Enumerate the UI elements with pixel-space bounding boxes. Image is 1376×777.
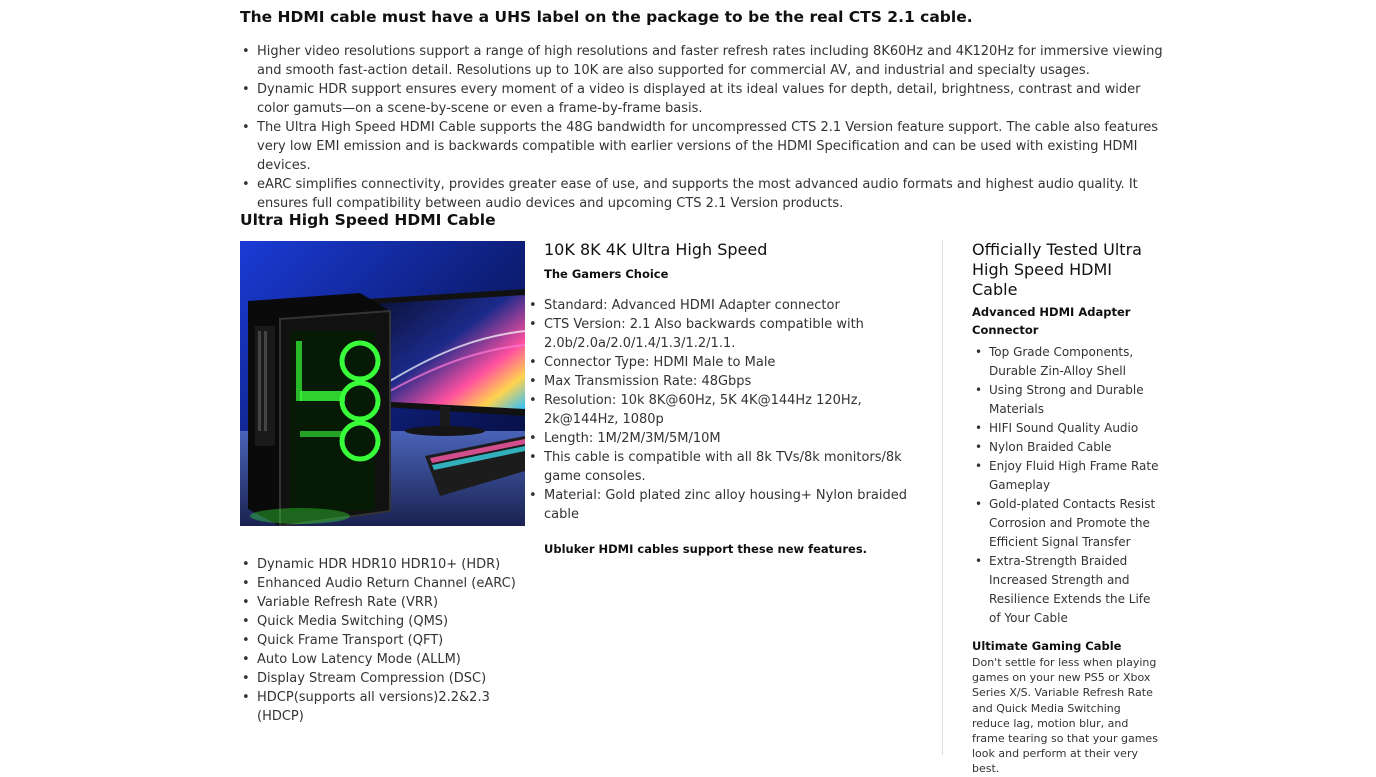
spec-item: • Max Transmission Rate: 48Gbps bbox=[544, 372, 924, 391]
product-photo bbox=[240, 241, 525, 526]
intro-bullet: • The Ultra High Speed HDMI Cable supports the 48G bandwidth for uncompressed CTS 2.1 Version feature support. The cable also features very low EMI emission and is backwards compatible with earlier versions of the HDMI Specification and can be used with existing HDMI devices. bbox=[240, 118, 1165, 175]
column-divider bbox=[942, 240, 943, 755]
intro-bullet: • Dynamic HDR support ensures every moment of a video is displayed at its ideal values for depth, detail, brightness, contrast and wider color gamuts—on a scene-by-scene or even a frame-by-frame basis. bbox=[240, 80, 1165, 118]
spec-item: • Material: Gold plated zinc alloy housing+ Nylon braided cable bbox=[544, 486, 924, 524]
spec-item: • Standard: Advanced HDMI Adapter connector bbox=[544, 296, 924, 315]
page-headline: The HDMI cable must have a UHS label on the package to be the real CTS 2.1 cable. bbox=[240, 8, 973, 26]
right-item: • Enjoy Fluid High Frame Rate Gameplay bbox=[972, 457, 1162, 495]
right-item: • Gold-plated Contacts Resist Corrosion and Promote the Efficient Signal Transfer bbox=[972, 495, 1162, 552]
monitor-screen bbox=[373, 295, 525, 409]
intro-bullet: • eARC simplifies connectivity, provides greater ease of use, and supports the most advanced audio formats and highest audio quality. It ensures full compatibility between audio devices and upcoming CTS 2.1 Version products. bbox=[240, 175, 1165, 213]
feature-item: • Quick Media Switching (QMS) bbox=[240, 612, 540, 631]
feature-item: • Dynamic HDR HDR10 HDR10+ (HDR) bbox=[240, 555, 540, 574]
spec-item: • This cable is compatible with all 8k TVs/8k monitors/8k game consoles. bbox=[544, 448, 924, 486]
spec-item: • Connector Type: HDMI Male to Male bbox=[544, 353, 924, 372]
specs-subtitle: The Gamers Choice bbox=[544, 267, 669, 281]
gaming-title: Ultimate Gaming Cable bbox=[972, 639, 1122, 653]
right-list bbox=[972, 343, 1162, 628]
features-note: Ubluker HDMI cables support these new features. bbox=[544, 542, 868, 556]
right-item: • Using Strong and Durable Materials bbox=[972, 381, 1162, 419]
specs-list bbox=[544, 296, 924, 524]
features-list bbox=[240, 555, 540, 726]
section-title: Ultra High Speed HDMI Cable bbox=[240, 211, 496, 229]
right-column bbox=[972, 240, 1162, 777]
spec-item: • Resolution: 10k 8K@60Hz, 5K 4K@144Hz 120Hz, 2k@144Hz, 1080p bbox=[544, 391, 924, 429]
feature-item: • Display Stream Compression (DSC) bbox=[240, 669, 540, 688]
right-item: • Top Grade Components, Durable Zin-Alloy Shell bbox=[972, 343, 1162, 381]
right-item: • HIFI Sound Quality Audio bbox=[972, 419, 1162, 438]
intro-bullet-list bbox=[240, 42, 1165, 213]
right-subtitle: Advanced HDMI Adapter Connector bbox=[972, 305, 1131, 337]
right-item: • Nylon Braided Cable bbox=[972, 438, 1162, 457]
feature-item: • Enhanced Audio Return Channel (eARC) bbox=[240, 574, 540, 593]
gaming-body: Don't settle for less when playing games on your new PS5 or Xbox Series X/S. Variable Refresh Rate and Quick Media Switching reduce lag, motion blur, and frame tearing so that your games look and perform at their very best. bbox=[972, 656, 1158, 776]
feature-item: • Quick Frame Transport (QFT) bbox=[240, 631, 540, 650]
specs-title: 10K 8K 4K Ultra High Speed bbox=[544, 240, 768, 259]
right-item: • Extra-Strength Braided Increased Strength and Resilience Extends the Life of Your Cable bbox=[972, 552, 1162, 628]
feature-item: • Auto Low Latency Mode (ALLM) bbox=[240, 650, 540, 669]
intro-bullet: • Higher video resolutions support a range of high resolutions and faster refresh rates including 8K60Hz and 4K120Hz for immersive viewing and smooth fast-action detail. Resolutions up to 10K are also supported for commercial AV, and industrial and specialty usages. bbox=[240, 42, 1165, 80]
gaming-pc-illustration bbox=[240, 241, 525, 526]
right-title: Officially Tested Ultra High Speed HDMI Cable bbox=[972, 240, 1142, 299]
feature-item: • Variable Refresh Rate (VRR) bbox=[240, 593, 540, 612]
feature-item: • HDCP(supports all versions)2.2&2.3 (HDCP) bbox=[240, 688, 540, 726]
specs-column bbox=[544, 240, 924, 557]
spec-item: • CTS Version: 2.1 Also backwards compatible with 2.0b/2.0a/2.0/1.4/1.3/1.2/1.1. bbox=[544, 315, 924, 353]
spec-item: • Length: 1M/2M/3M/5M/10M bbox=[544, 429, 924, 448]
